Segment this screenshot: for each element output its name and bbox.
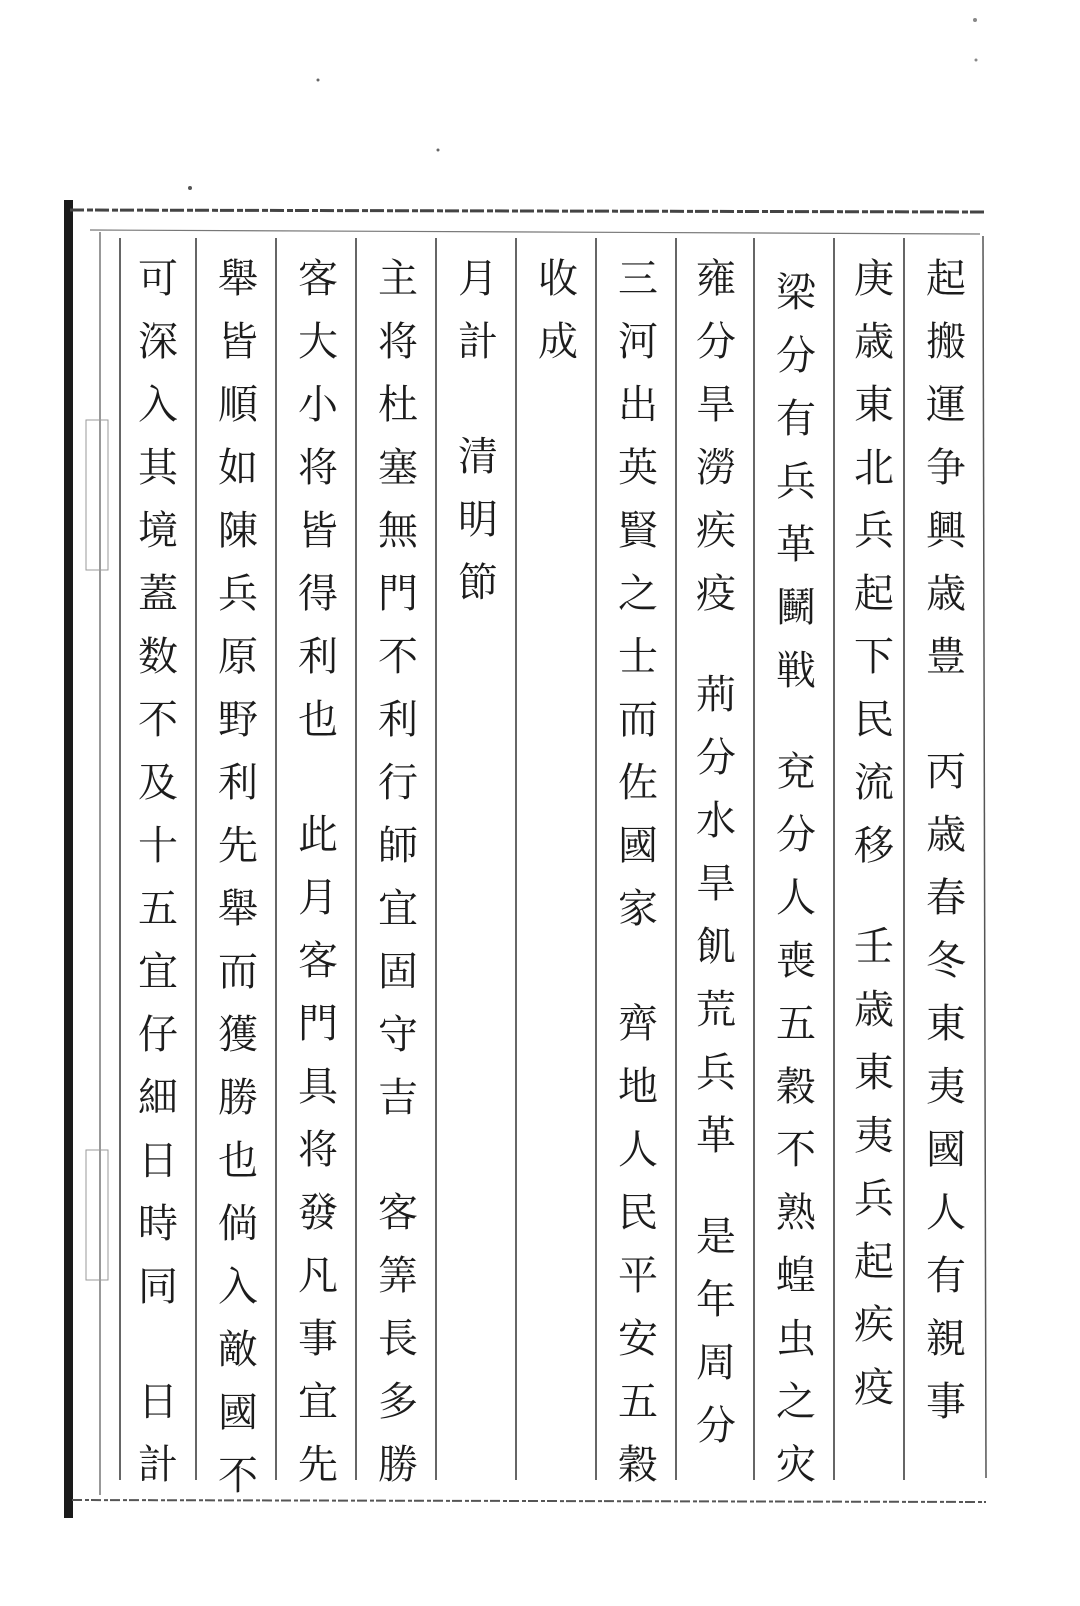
glyph: 移 <box>854 823 894 869</box>
column-1-segment-1 <box>910 248 982 689</box>
glyph: 宜 <box>298 1379 338 1425</box>
glyph: 是 <box>696 1214 736 1260</box>
glyph: 事 <box>298 1316 338 1362</box>
glyph: 境 <box>138 508 178 554</box>
glyph: 倘 <box>218 1201 258 1247</box>
glyph: 東 <box>854 1050 894 1096</box>
glyph: 有 <box>776 396 816 442</box>
glyph: 分 <box>776 812 816 858</box>
glyph: 流 <box>854 760 894 806</box>
glyph: 野 <box>218 697 258 743</box>
glyph: 歳 <box>926 571 966 617</box>
glyph: 飢 <box>696 924 736 970</box>
glyph: 不 <box>378 634 418 680</box>
glyph: 事 <box>926 1379 966 1425</box>
glyph: 熟 <box>776 1190 816 1236</box>
glyph: 其 <box>138 445 178 491</box>
glyph: 疾 <box>696 508 736 554</box>
glyph: 澇 <box>696 445 736 491</box>
glyph: 荊 <box>696 672 736 718</box>
glyph: 蓋 <box>138 571 178 617</box>
glyph: 杜 <box>378 382 418 428</box>
text-column-3 <box>760 262 832 1497</box>
glyph: 之 <box>618 571 658 617</box>
glyph: 歳 <box>926 812 966 858</box>
glyph: 春 <box>926 875 966 921</box>
glyph: 吉 <box>378 1075 418 1121</box>
column-11-segment-1 <box>122 248 194 1319</box>
glyph: 旱 <box>696 861 736 907</box>
glyph: 深 <box>138 319 178 365</box>
glyph: 革 <box>776 522 816 568</box>
glyph: 先 <box>218 823 258 869</box>
glyph: 親 <box>926 1316 966 1362</box>
binding-edge <box>64 200 73 1518</box>
text-column-1 <box>910 248 982 1434</box>
glyph: 丙 <box>926 749 966 795</box>
glyph: 宜 <box>378 886 418 932</box>
column-8-segment-1 <box>362 248 434 1130</box>
glyph: 此 <box>298 812 338 858</box>
glyph: 如 <box>218 445 258 491</box>
glyph: 客 <box>378 1190 418 1236</box>
glyph: 地 <box>618 1064 658 1110</box>
glyph: 豊 <box>926 634 966 680</box>
glyph: 分 <box>696 1403 736 1449</box>
glyph: 利 <box>378 697 418 743</box>
glyph: 宜 <box>138 949 178 995</box>
glyph: 不 <box>138 697 178 743</box>
glyph: 不 <box>218 1453 258 1499</box>
glyph: 齊 <box>618 1001 658 1047</box>
glyph: 固 <box>378 949 418 995</box>
glyph: 民 <box>618 1190 658 1236</box>
glyph: 将 <box>298 1127 338 1173</box>
glyph: 時 <box>138 1201 178 1247</box>
glyph: 疫 <box>854 1365 894 1411</box>
glyph: 蝗 <box>776 1253 816 1299</box>
glyph: 師 <box>378 823 418 869</box>
glyph: 大 <box>298 319 338 365</box>
glyph: 水 <box>696 798 736 844</box>
column-4-segment-3 <box>680 1206 752 1458</box>
glyph: 勝 <box>218 1075 258 1121</box>
glyph: 興 <box>926 508 966 554</box>
glyph: 客 <box>298 938 338 984</box>
glyph: 及 <box>138 760 178 806</box>
column-4-segment-2 <box>680 664 752 1168</box>
glyph: 荒 <box>696 987 736 1033</box>
glyph: 出 <box>618 382 658 428</box>
glyph: 也 <box>298 697 338 743</box>
glyph: 仔 <box>138 1012 178 1058</box>
glyph: 起 <box>926 256 966 302</box>
text-column-10 <box>202 248 274 1508</box>
glyph: 清 <box>458 434 498 480</box>
glyph: 庚 <box>854 256 894 302</box>
glyph: 夷 <box>926 1064 966 1110</box>
glyph: 疫 <box>696 571 736 617</box>
glyph: 收 <box>538 256 578 302</box>
glyph: 十 <box>138 823 178 869</box>
column-9-segment-1 <box>282 248 354 752</box>
glyph: 兵 <box>218 571 258 617</box>
glyph: 利 <box>298 634 338 680</box>
glyph: 入 <box>138 382 178 428</box>
glyph: 凡 <box>298 1253 338 1299</box>
glyph: 人 <box>618 1127 658 1173</box>
glyph: 平 <box>618 1253 658 1299</box>
glyph: 分 <box>776 333 816 379</box>
column-2-segment-1 <box>838 248 910 878</box>
glyph: 可 <box>138 256 178 302</box>
column-6-segment-1 <box>522 248 594 374</box>
glyph: 冬 <box>926 938 966 984</box>
glyph: 人 <box>926 1190 966 1236</box>
text-column-9 <box>282 248 354 1497</box>
glyph: 具 <box>298 1064 338 1110</box>
glyph: 喪 <box>776 938 816 984</box>
glyph: 發 <box>298 1190 338 1236</box>
text-column-6 <box>522 248 594 374</box>
glyph: 節 <box>458 560 498 606</box>
glyph: 勝 <box>378 1442 418 1488</box>
glyph: 歳 <box>854 987 894 1033</box>
glyph: 戦 <box>776 648 816 694</box>
glyph: 争 <box>926 445 966 491</box>
text-column-4 <box>680 248 752 1458</box>
glyph: 北 <box>854 445 894 491</box>
glyph: 人 <box>776 875 816 921</box>
glyph: 年 <box>696 1277 736 1323</box>
text-column-8 <box>362 248 434 1497</box>
glyph: 革 <box>696 1113 736 1159</box>
glyph: 不 <box>776 1127 816 1173</box>
glyph: 兵 <box>854 508 894 554</box>
glyph: 家 <box>618 886 658 932</box>
glyph: 兵 <box>854 1176 894 1222</box>
column-10-segment-1 <box>202 248 274 1508</box>
glyph: 利 <box>218 760 258 806</box>
glyph: 分 <box>696 319 736 365</box>
glyph: 計 <box>458 319 498 365</box>
glyph: 小 <box>298 382 338 428</box>
glyph: 分 <box>696 735 736 781</box>
glyph: 起 <box>854 571 894 617</box>
column-7-segment-2 <box>442 426 514 615</box>
glyph: 五 <box>618 1379 658 1425</box>
glyph: 兵 <box>776 459 816 505</box>
glyph: 東 <box>926 1001 966 1047</box>
glyph: 月 <box>298 875 338 921</box>
glyph: 佐 <box>618 760 658 806</box>
glyph: 皆 <box>218 319 258 365</box>
glyph: 塞 <box>378 445 418 491</box>
glyph: 行 <box>378 760 418 806</box>
text-column-11 <box>122 248 194 1497</box>
glyph: 舉 <box>218 886 258 932</box>
glyph: 舉 <box>218 256 258 302</box>
glyph: 疾 <box>854 1302 894 1348</box>
text-column-5 <box>602 248 674 1497</box>
glyph: 月 <box>458 256 498 302</box>
glyph: 夷 <box>854 1113 894 1159</box>
glyph: 獲 <box>218 1012 258 1058</box>
glyph: 運 <box>926 382 966 428</box>
glyph: 先 <box>298 1442 338 1488</box>
glyph: 将 <box>298 445 338 491</box>
column-11-segment-2 <box>122 1371 194 1497</box>
glyph: 無 <box>378 508 418 554</box>
glyph: 周 <box>696 1340 736 1386</box>
glyph: 成 <box>538 319 578 365</box>
glyph: 同 <box>138 1264 178 1310</box>
glyph: 穀 <box>618 1442 658 1488</box>
glyph: 穀 <box>776 1064 816 1110</box>
column-3-segment-2 <box>760 741 832 1497</box>
column-4-segment-1 <box>680 248 752 626</box>
glyph: 英 <box>618 445 658 491</box>
glyph: 民 <box>854 697 894 743</box>
glyph: 安 <box>618 1316 658 1362</box>
column-3-segment-1 <box>760 262 832 703</box>
glyph: 而 <box>218 949 258 995</box>
glyph: 之 <box>776 1379 816 1425</box>
glyph: 也 <box>218 1138 258 1184</box>
glyph: 虫 <box>776 1316 816 1362</box>
glyph: 五 <box>138 886 178 932</box>
glyph: 客 <box>298 256 338 302</box>
glyph: 河 <box>618 319 658 365</box>
glyph: 搬 <box>926 319 966 365</box>
glyph: 兗 <box>776 749 816 795</box>
column-5-segment-1 <box>602 248 674 941</box>
glyph: 壬 <box>854 924 894 970</box>
column-8-segment-2 <box>362 1182 434 1497</box>
border-right <box>983 236 986 1478</box>
glyph: 五 <box>776 1001 816 1047</box>
glyph: 日 <box>138 1138 178 1184</box>
glyph: 皆 <box>298 508 338 554</box>
glyph: 敵 <box>218 1327 258 1373</box>
glyph: 順 <box>218 382 258 428</box>
glyph: 数 <box>138 634 178 680</box>
glyph: 守 <box>378 1012 418 1058</box>
text-column-2 <box>838 248 910 1420</box>
glyph: 兵 <box>696 1050 736 1096</box>
glyph: 士 <box>618 634 658 680</box>
glyph: 筭 <box>378 1253 418 1299</box>
glyph: 日 <box>138 1379 178 1425</box>
glyph: 起 <box>854 1239 894 1285</box>
glyph: 明 <box>458 497 498 543</box>
glyph: 灾 <box>776 1442 816 1488</box>
glyph: 歳 <box>854 319 894 365</box>
glyph: 原 <box>218 634 258 680</box>
border-top <box>70 210 985 212</box>
glyph: 門 <box>298 1001 338 1047</box>
glyph: 有 <box>926 1253 966 1299</box>
glyph: 賢 <box>618 508 658 554</box>
glyph: 主 <box>378 256 418 302</box>
text-column-7 <box>442 248 514 615</box>
column-9-segment-2 <box>282 804 354 1497</box>
glyph: 入 <box>218 1264 258 1310</box>
glyph: 得 <box>298 571 338 617</box>
glyph: 國 <box>218 1390 258 1436</box>
glyph: 陳 <box>218 508 258 554</box>
glyph: 計 <box>138 1442 178 1488</box>
column-1-segment-2 <box>910 741 982 1434</box>
glyph: 國 <box>926 1127 966 1173</box>
glyph: 而 <box>618 697 658 743</box>
glyph: 下 <box>854 634 894 680</box>
glyph: 長 <box>378 1316 418 1362</box>
column-2-segment-2 <box>838 916 910 1420</box>
glyph: 旱 <box>696 382 736 428</box>
glyph: 三 <box>618 256 658 302</box>
glyph: 梁 <box>776 270 816 316</box>
glyph: 雍 <box>696 256 736 302</box>
glyph: 細 <box>138 1075 178 1121</box>
glyph: 鬭 <box>776 585 816 631</box>
glyph: 多 <box>378 1379 418 1425</box>
column-7-segment-1 <box>442 248 514 374</box>
glyph: 将 <box>378 319 418 365</box>
column-5-segment-2 <box>602 993 674 1497</box>
glyph: 國 <box>618 823 658 869</box>
glyph: 東 <box>854 382 894 428</box>
glyph: 門 <box>378 571 418 617</box>
